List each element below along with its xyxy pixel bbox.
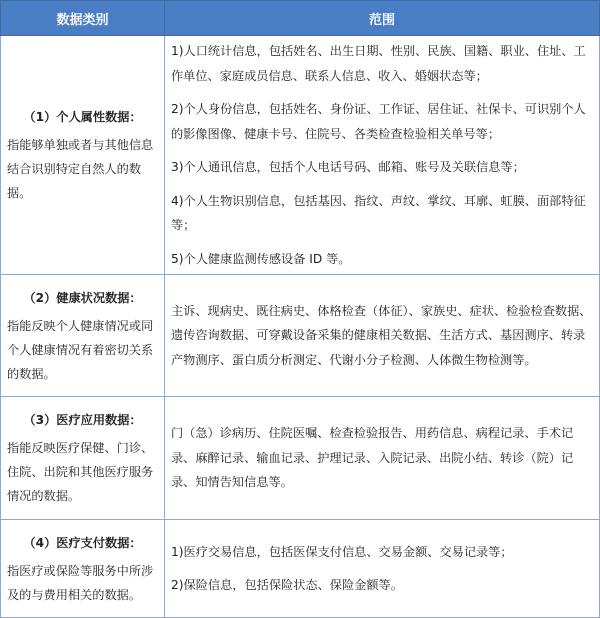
category-cell xyxy=(1,275,165,397)
category-title: （4）医疗支付数据： xyxy=(23,535,142,550)
header-data-category: 数据类别 xyxy=(1,1,165,36)
table-row xyxy=(1,397,600,520)
scope-item: 1)人口统计信息，包括姓名、出生日期、性别、民族、国籍、职业、住址、工作单位、家庭成员信息、联系人信息、收入、婚姻状态等； xyxy=(171,44,586,83)
table-row xyxy=(1,275,600,397)
scope-item: 3)个人通讯信息，包括个人电话号码、邮箱、账号及关联信息等； xyxy=(171,160,525,174)
scope-item: 2)保险信息，包括保险状态、保险金额等。 xyxy=(171,578,403,592)
header-scope: 范围 xyxy=(165,1,600,36)
scope-cell xyxy=(165,397,600,520)
scope-item: 1)医疗交易信息，包括医保支付信息、交易金额、交易记录等； xyxy=(171,544,513,559)
category-description: 指能反映个人健康情况或同个人健康情况有着密切关系的数据。 xyxy=(7,318,154,381)
scope-item: 4)个人生物识别信息，包括基因、指纹、声纹、掌纹、耳廓、虹膜、面部特征等； xyxy=(171,193,586,232)
scope-item: 2)个人身份信息，包括姓名、身份证、工作证、居住证、社保卡、可识别个人的影像图像、健康卡号、住院号、各类检查检验相关单号等； xyxy=(171,102,586,141)
table-header-row xyxy=(1,1,600,36)
scope-item: 主诉、现病史、既往病史、体格检查（体征）、家族史、症状、检验检查数据、遗传咨询数据、可穿戴设备采集的健康相关数据、生活方式、基因测序、转录产物测序、蛋白质分析测定、代谢小分子检测、人体微生物检测等。 xyxy=(171,303,592,367)
table-row xyxy=(1,36,600,275)
category-description: 指能够单独或者与其他信息结合识别特定自然人的数据。 xyxy=(7,138,154,200)
category-cell xyxy=(1,397,165,520)
category-description: 指能反映医疗保健、门诊、住院、出院和其他医疗服务情况的数据。 xyxy=(7,441,154,503)
scope-item: 5)个人健康监测传感设备 ID 等。 xyxy=(171,251,351,266)
category-title: （3）医疗应用数据： xyxy=(23,413,142,427)
scope-cell xyxy=(165,36,600,275)
category-title: （2）健康状况数据： xyxy=(23,290,142,305)
category-description: 指医疗或保险等服务中所涉及的与费用相关的数据。 xyxy=(7,563,154,602)
category-title: （1）个人属性数据： xyxy=(23,110,142,124)
scope-item: 门（急）诊病历、住院医嘱、检查检验报告、用药信息、病程记录、手术记录、麻醉记录、输血记录、护理记录、入院记录、出院小结、转诊（院）记录、知情告知信息等。 xyxy=(171,426,574,490)
category-cell xyxy=(1,36,165,275)
scope-cell xyxy=(165,275,600,397)
